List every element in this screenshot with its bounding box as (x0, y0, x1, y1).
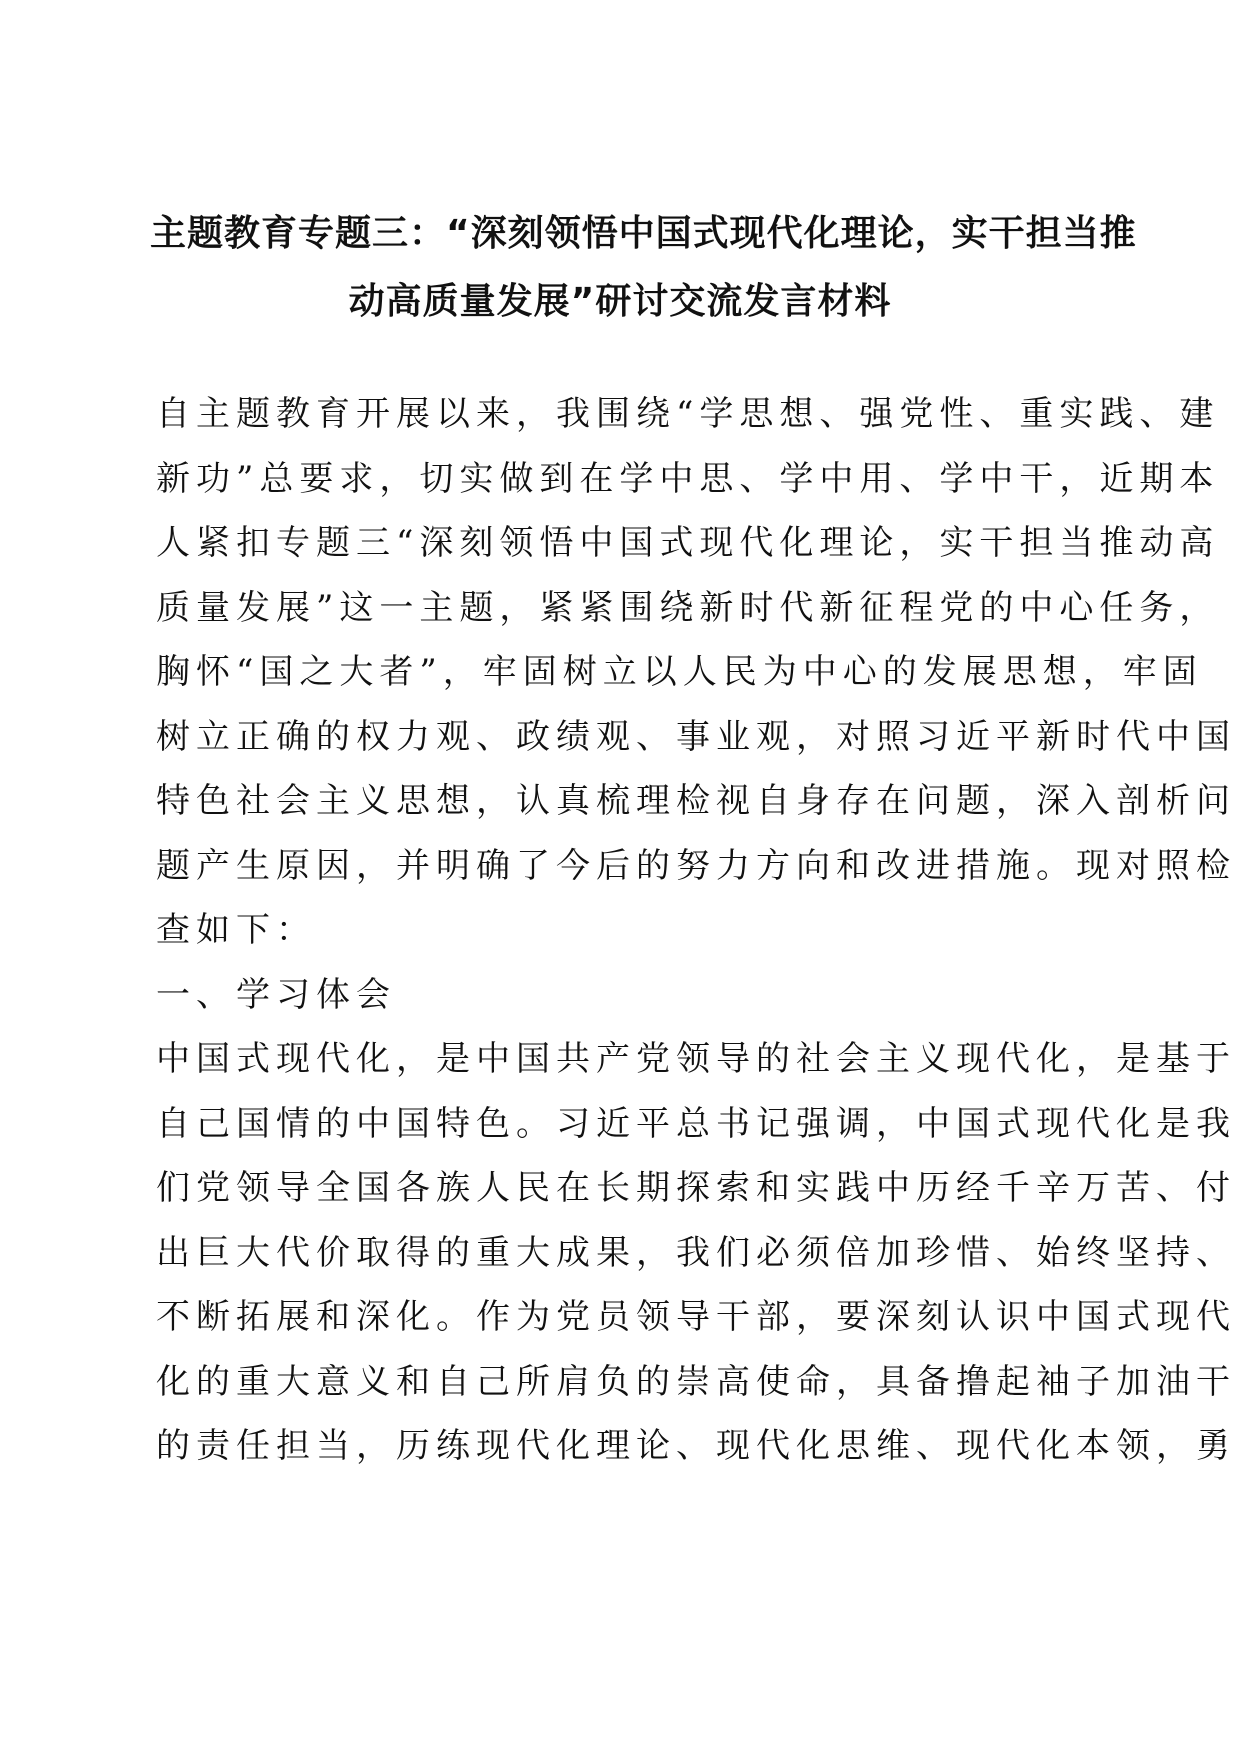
body-line: 中国式现代化，是中国共产党领导的社会主义现代化，是基于 (156, 1039, 1236, 1079)
body-line: 胸怀“国之大者”，牢固树立以人民为中心的发展思想，牢固 (156, 652, 1203, 692)
body-line: 自主题教育开展以来，我围绕“学思想、强党性、重实践、建 (156, 394, 1220, 434)
body-line: 人紧扣专题三“深刻领悟中国式现代化理论，实干担当推动高 (156, 523, 1220, 563)
body-line: 自己国情的中国特色。习近平总书记强调，中国式现代化是我 (156, 1103, 1236, 1144)
body-line: 质量发展”这一主题，紧紧围绕新时代新征程党的中心任务， (156, 587, 1220, 628)
body-line: 的责任担当，历练现代化理论、现代化思维、现代化本领，勇 (156, 1426, 1236, 1466)
body-line: 题产生原因，并明确了今后的努力方向和改进措施。现对照检 (156, 845, 1236, 886)
body-line: 不断拓展和深化。作为党员领导干部，要深刻认识中国式现代 (156, 1297, 1236, 1337)
document-body (156, 382, 1236, 1479)
title-line-1: 主题教育专题三：“深刻领悟中国式现代化理论，实干担当推 (150, 213, 1137, 254)
body-line: 新功”总要求，切实做到在学中思、学中用、学中干，近期本 (156, 458, 1220, 499)
title-line-2: 动高质量发展”研讨交流发言材料 (348, 281, 892, 322)
document-title (150, 200, 1137, 336)
body-line: 查如下： (156, 910, 316, 950)
body-line: 特色社会主义思想，认真梳理检视自身存在问题，深入剖析问 (156, 781, 1236, 821)
section-heading: 一、学习体会 (156, 974, 396, 1015)
body-line: 们党领导全国各族人民在长期探索和实践中历经千辛万苦、付 (156, 1168, 1236, 1208)
body-line: 出巨大代价取得的重大成果，我们必须倍加珍惜、始终坚持、 (156, 1232, 1236, 1273)
body-line: 化的重大意义和自己所肩负的崇高使命，具备撸起袖子加油干 (156, 1361, 1236, 1402)
body-line: 树立正确的权力观、政绩观、事业观，对照习近平新时代中国 (156, 716, 1236, 757)
